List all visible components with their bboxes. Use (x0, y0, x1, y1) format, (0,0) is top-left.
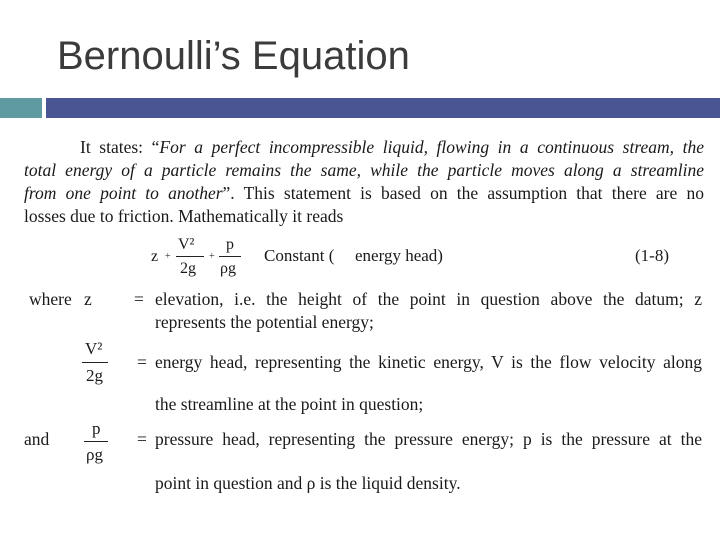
paragraph-line-3 (24, 182, 704, 205)
equation-plus-2: + (209, 251, 215, 262)
definition-z-line-1: elevation, i.e. the height of the point in question above the datum; z (155, 289, 702, 309)
definition-v-line-2: the streamline at the point in question; (155, 394, 424, 414)
paragraph-line-1 (24, 136, 704, 159)
equation-plus-1: + (165, 251, 171, 262)
paragraph-quote-3: from one point to another (24, 183, 223, 203)
equation-fraction-line-1 (176, 256, 204, 257)
equation-v2: V² (178, 236, 195, 253)
paragraph-line-4: losses due to friction. Mathematically it reads (24, 206, 344, 226)
definition-and: and (24, 429, 50, 449)
equation-number: (1-8) (635, 246, 669, 265)
definition-v-denominator: 2g (86, 366, 103, 385)
definition-v-numerator: V² (85, 339, 103, 358)
equation-p: p (226, 236, 234, 253)
definition-equals-2: = (137, 352, 147, 372)
slide-title: Bernoulli’s Equation (57, 34, 410, 78)
equation-rhog: ρg (220, 260, 236, 277)
title-accent-bar-teal (0, 98, 42, 118)
definition-z-line-2: represents the potential energy; (155, 312, 374, 332)
definition-p-denominator: ρg (86, 445, 103, 464)
paragraph-line-2: total energy of a particle remains the same, while the particle moves along a streamline (24, 160, 704, 180)
definition-v-fraction-line (82, 362, 108, 363)
equation-2g: 2g (180, 260, 196, 277)
equation-unit: energy head) (355, 246, 443, 265)
statement-paragraph (24, 136, 704, 228)
definition-where: where (29, 289, 72, 309)
definition-z-symbol: z (84, 289, 92, 309)
paragraph-after-quote: ”. This statement is based on the assumption that there are no (222, 183, 704, 203)
equation-fraction-line-2 (219, 256, 241, 257)
equation-constant: Constant ( (264, 246, 335, 265)
title-accent-bar-navy (46, 98, 720, 118)
definition-p-numerator: p (92, 419, 101, 438)
definition-p-line-2: point in question and ρ is the liquid density. (155, 473, 461, 493)
definition-p-fraction-line (84, 441, 108, 442)
paragraph-intro: It states: “ (80, 137, 160, 157)
definition-v-line-1: energy head, representing the kinetic energy, V is the flow velocity along (155, 352, 702, 372)
equation-z: z (151, 248, 159, 265)
definition-p-line-1: pressure head, representing the pressure energy; p is the pressure at the (155, 429, 702, 449)
paragraph-quote-1: For a perfect incompressible liquid, flowing in a continuous stream, the (159, 137, 704, 157)
definition-equals-1: = (134, 289, 144, 309)
definition-equals-3: = (137, 429, 147, 449)
